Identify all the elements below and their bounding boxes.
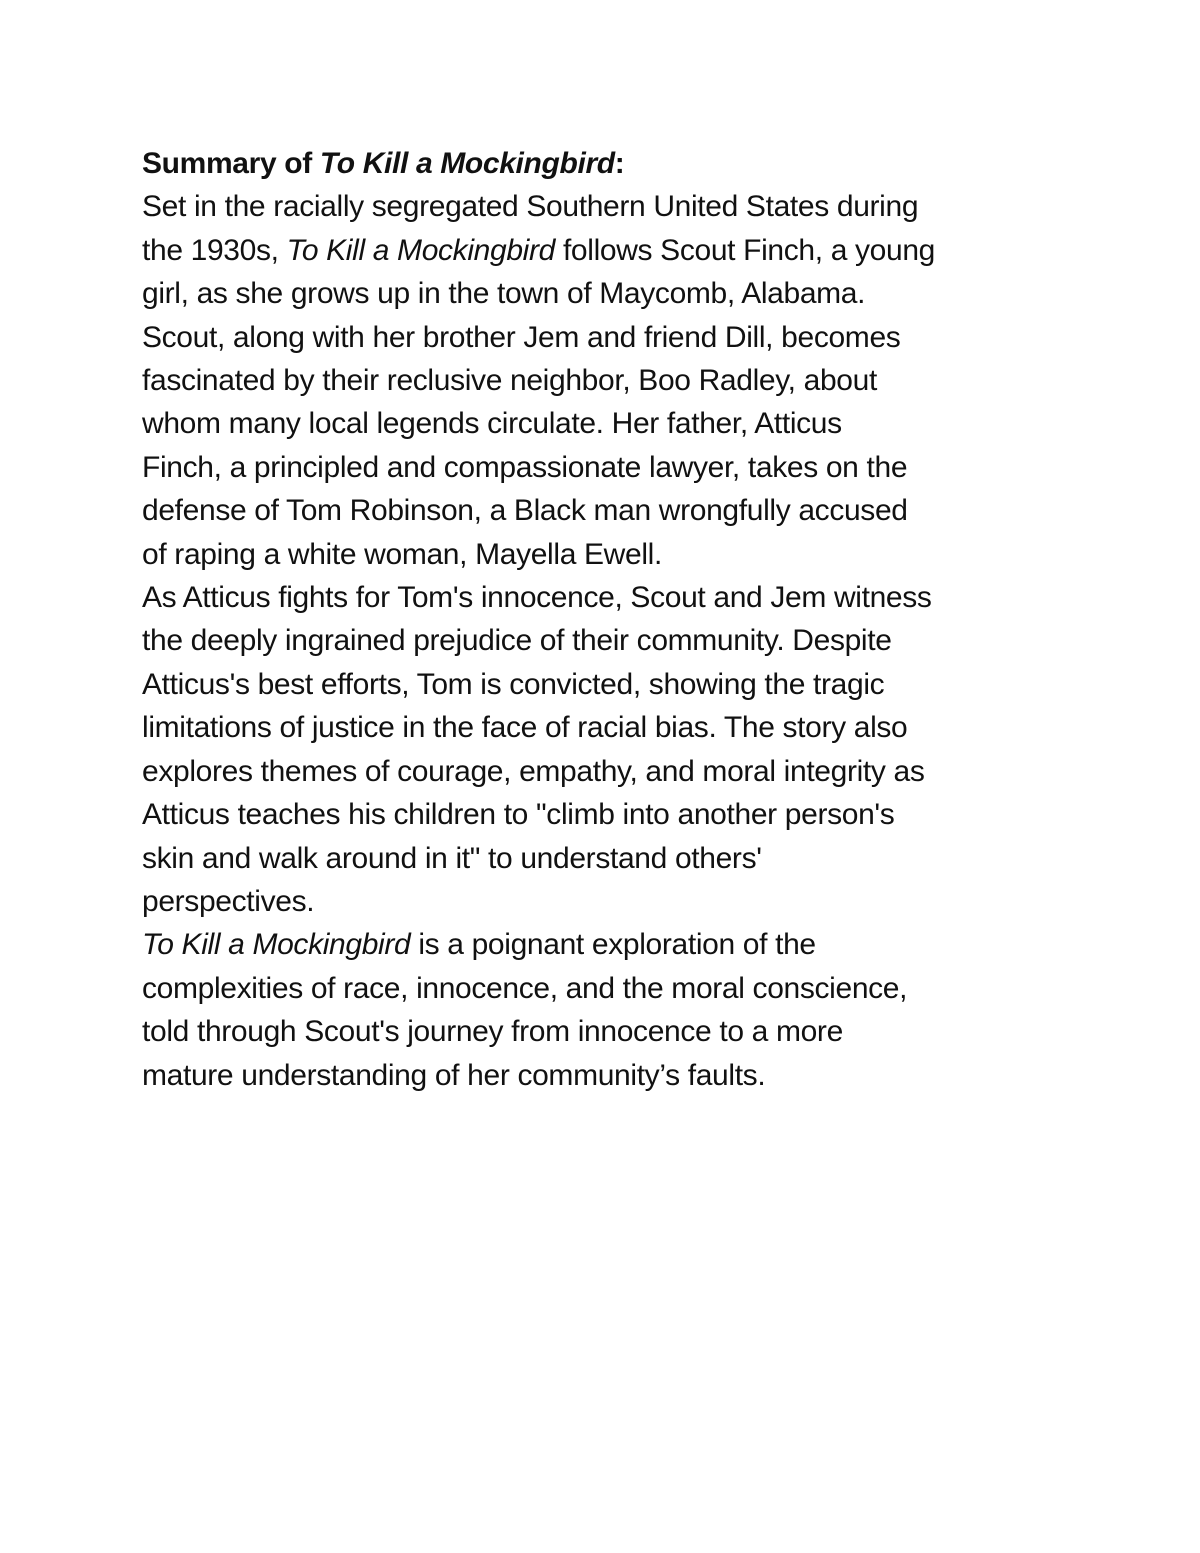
paragraph-3 (142, 923, 1072, 1097)
paragraph-2-line: skin and walk around in it" to understand others' (142, 841, 762, 875)
paragraph-1-line-2-end: follows Scout Finch, a young (554, 233, 936, 267)
paragraph-2-line: perspectives. (142, 884, 315, 918)
paragraph-1-book-title: To Kill a Mockingbird (286, 233, 555, 267)
paragraph-2 (142, 576, 1072, 923)
paragraph-3-line: mature understanding of her community’s faults. (142, 1058, 766, 1092)
paragraph-1-line-2-start: the 1930s, (142, 233, 287, 267)
paragraph-2-line: As Atticus fights for Tom's innocence, Scout and Jem witness (142, 581, 932, 615)
paragraph-3-line: complexities of race, innocence, and the moral conscience, (142, 971, 908, 1005)
paragraph-3-line: told through Scout's journey from innocence to a more (142, 1015, 843, 1049)
paragraph-1-line: fascinated by their reclusive neighbor, Boo Radley, about (142, 364, 877, 398)
paragraph-2-line: limitations of justice in the face of racial bias. The story also (142, 711, 908, 745)
paragraph-1-line: whom many local legends circulate. Her father, Atticus (142, 407, 842, 441)
paragraph-3-book-title: To Kill a Mockingbird (142, 928, 411, 962)
title-suffix: : (614, 147, 625, 180)
paragraph-1 (142, 185, 1072, 576)
paragraph-2-line: the deeply ingrained prejudice of their community. Despite (142, 624, 892, 658)
document-body (142, 142, 1072, 1097)
paragraph-3-line-1-end: is a poignant exploration of the (410, 928, 816, 962)
document-title (142, 142, 1072, 185)
title-prefix: Summary of (142, 147, 320, 180)
paragraph-2-line: explores themes of courage, empathy, and moral integrity as (142, 754, 925, 788)
paragraph-1-line: Finch, a principled and compassionate lawyer, takes on the (142, 450, 908, 484)
paragraph-1-line: girl, as she grows up in the town of Maycomb, Alabama. (142, 277, 866, 311)
title-book: To Kill a Mockingbird (319, 147, 615, 180)
paragraph-3-line (142, 923, 1072, 966)
paragraph-1-line: Scout, along with her brother Jem and friend Dill, becomes (142, 320, 901, 354)
paragraph-1-line: defense of Tom Robinson, a Black man wrongfully accused (142, 494, 908, 528)
paragraph-1-line: of raping a white woman, Mayella Ewell. (142, 537, 662, 571)
paragraph-2-line: Atticus teaches his children to "climb into another person's (142, 798, 895, 832)
paragraph-1-line: Set in the racially segregated Southern United States during (142, 190, 919, 224)
paragraph-2-line: Atticus's best efforts, Tom is convicted, showing the tragic (142, 667, 885, 701)
paragraph-1-line (142, 229, 1072, 272)
